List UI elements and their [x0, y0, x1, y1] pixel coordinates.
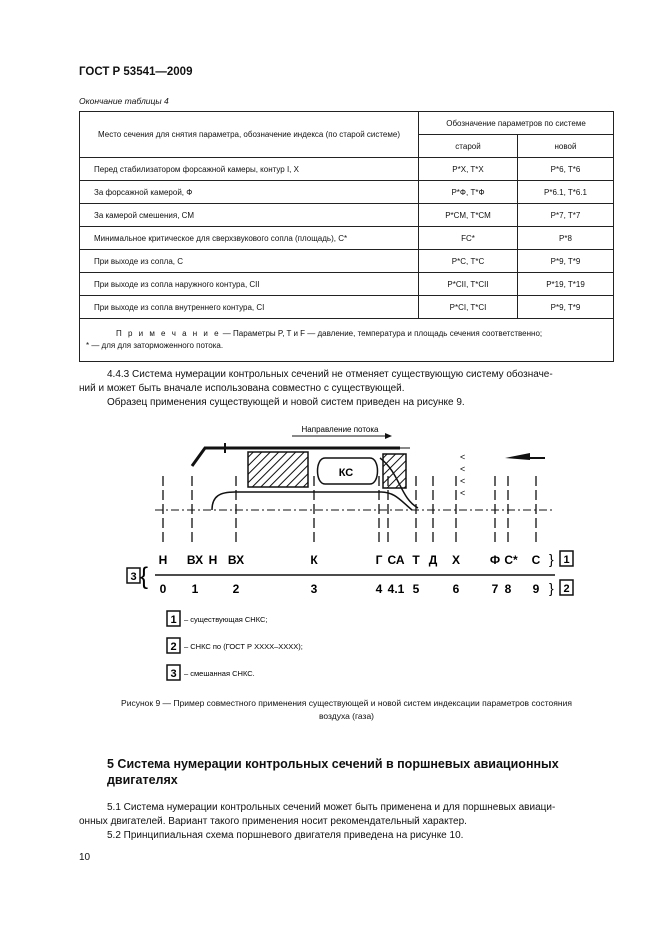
document-header: ГОСТ Р 53541—2009	[79, 66, 193, 78]
label-bottom: 9	[532, 582, 540, 596]
label-top: Д	[428, 553, 438, 567]
note-label: П р и м е ч а н и е	[116, 329, 221, 338]
label-top: ВХ	[227, 553, 245, 567]
row-new: P*8	[518, 227, 614, 250]
flame-holder-1: <	[460, 452, 466, 462]
table-note	[80, 319, 614, 362]
label-top: Н	[208, 553, 218, 567]
row-old: P*X, T*X	[419, 158, 518, 181]
label-top: СА	[387, 553, 405, 567]
bypass-duct	[212, 492, 412, 510]
row-place: Минимальное критическое для сверхзвукового сопла (площадь), С*	[80, 227, 419, 250]
row-new: P*9, T*9	[518, 296, 614, 319]
label-bottom: 3	[310, 582, 318, 596]
legend-text: – СНКС по (ГОСТ Р ХХХХ–ХХХХ);	[184, 642, 303, 651]
flow-arrow-head	[385, 433, 392, 439]
row-old: P*СII, T*СII	[419, 273, 518, 296]
note-text-2: * — для для заторможенного потока.	[86, 341, 224, 350]
col-new-header: новой	[518, 135, 614, 158]
label-bottom: 4	[375, 582, 383, 596]
nozzle-lip	[505, 453, 530, 460]
left-brace: {	[140, 563, 149, 590]
para-4-4-3-line1: 4.4.3 Система нумерации контрольных сечений не отменяет существующую систему обозначе-	[107, 369, 553, 380]
legend-text: – смешанная СНКС.	[184, 669, 255, 678]
col-old-header: старой	[419, 135, 518, 158]
label-bottom: 1	[191, 582, 199, 596]
legend-num: 1	[170, 614, 177, 626]
para-5-1-line2: онных двигателей. Вариант такого применения носит рекомендательный характер.	[79, 816, 467, 827]
legend	[167, 611, 303, 680]
row-old: P*СМ, T*СМ	[419, 204, 518, 227]
label-top: Х	[451, 553, 461, 567]
bracket-top: }	[549, 551, 554, 567]
figure-caption	[79, 697, 614, 723]
row-place: За камерой смешения, СМ	[80, 204, 419, 227]
row-old: P*СI, T*СI	[419, 296, 518, 319]
label-top: С	[531, 553, 541, 567]
row-place: Перед стабилизатором форсажной камеры, контур I, X	[80, 158, 419, 181]
flame-holder-3: <	[460, 476, 466, 486]
label-bottom: 0	[159, 582, 167, 596]
table-row	[80, 204, 614, 227]
figure-caption-line1: Рисунок 9 — Пример совместного применения существующей и новой систем индексации параметров состояния	[121, 698, 572, 708]
table-row	[80, 158, 614, 181]
col-place-header: Место сечения для снятия параметра, обозначение индекса (по старой системе)	[80, 112, 419, 158]
para-4-4-3-line3: Образец применения существующей и новой систем приведен на рисунке 9.	[107, 397, 465, 408]
label-top: Ф	[489, 553, 501, 567]
table-row	[80, 227, 614, 250]
table-4	[79, 111, 614, 362]
flame-holder-2: <	[460, 464, 466, 474]
compressor-block	[248, 452, 308, 487]
table-caption: Окончание таблицы 4	[79, 96, 169, 106]
label-bottom: 8	[504, 582, 512, 596]
flow-label: Направление потока	[301, 425, 379, 434]
row-old: P*Ф, T*Ф	[419, 181, 518, 204]
label-bottom: 5	[412, 582, 420, 596]
label-top: ВХ	[186, 553, 204, 567]
row-old: P*С, T*С	[419, 250, 518, 273]
label-top: Т	[412, 553, 420, 567]
label-bottom: 7	[491, 582, 499, 596]
row-place: При выходе из сопла внутреннего контура, СI	[80, 296, 419, 319]
row-old: FС*	[419, 227, 518, 250]
box-1-label: 1	[563, 554, 570, 566]
label-top: С*	[504, 553, 518, 567]
turbine-block	[383, 454, 406, 488]
table-row	[80, 273, 614, 296]
legend-text: – существующая СНКС;	[184, 615, 268, 624]
label-bottom: 2	[232, 582, 240, 596]
label-bottom: 6	[452, 582, 460, 596]
label-top: Г	[375, 553, 383, 567]
col-group-header: Обозначение параметров по системе	[419, 112, 614, 135]
table-row	[80, 250, 614, 273]
row-place: За форсажной камерой, Ф	[80, 181, 419, 204]
row-place: При выходе из сопла наружного контура, СII	[80, 273, 419, 296]
bracket-bottom: }	[549, 580, 554, 596]
label-bottom: 4.1	[387, 582, 405, 596]
table-row	[80, 296, 614, 319]
note-text: — Параметры P, T и F — давление, температура и площадь сечения соответственно;	[220, 329, 543, 338]
label-top: Н	[158, 553, 168, 567]
row-new: P*6.1, T*6.1	[518, 181, 614, 204]
para-4-4-3-line2: ний и может быть вначале использована совместно с существующей.	[79, 383, 405, 394]
row-new: P*6, T*6	[518, 158, 614, 181]
flame-holder-4: <	[460, 488, 466, 498]
legend-num: 3	[170, 668, 177, 680]
row-new: P*9, T*9	[518, 250, 614, 273]
ks-label: КС	[338, 467, 354, 479]
page-number: 10	[79, 852, 91, 863]
row-new: P*7, T*7	[518, 204, 614, 227]
row-place: При выходе из сопла, С	[80, 250, 419, 273]
row-new: P*19, T*19	[518, 273, 614, 296]
section-lines	[163, 476, 536, 546]
label-top: К	[310, 553, 318, 567]
legend-num: 2	[170, 641, 177, 653]
figure-9	[100, 418, 620, 688]
section-5-title: 5 Система нумерации контрольных сечений в поршневых авиационных двигателях	[107, 757, 559, 787]
box-2-label: 2	[563, 583, 570, 595]
table-row	[80, 181, 614, 204]
box-3-label: 3	[130, 571, 137, 583]
para-5-2: 5.2 Принципиальная схема поршневого двигателя приведена на рисунке 10.	[107, 830, 464, 841]
para-5-1-line1: 5.1 Система нумерации контрольных сечений может быть применена и для поршневых авиаци-	[107, 802, 556, 813]
figure-caption-line2: воздуха (газа)	[318, 711, 375, 721]
